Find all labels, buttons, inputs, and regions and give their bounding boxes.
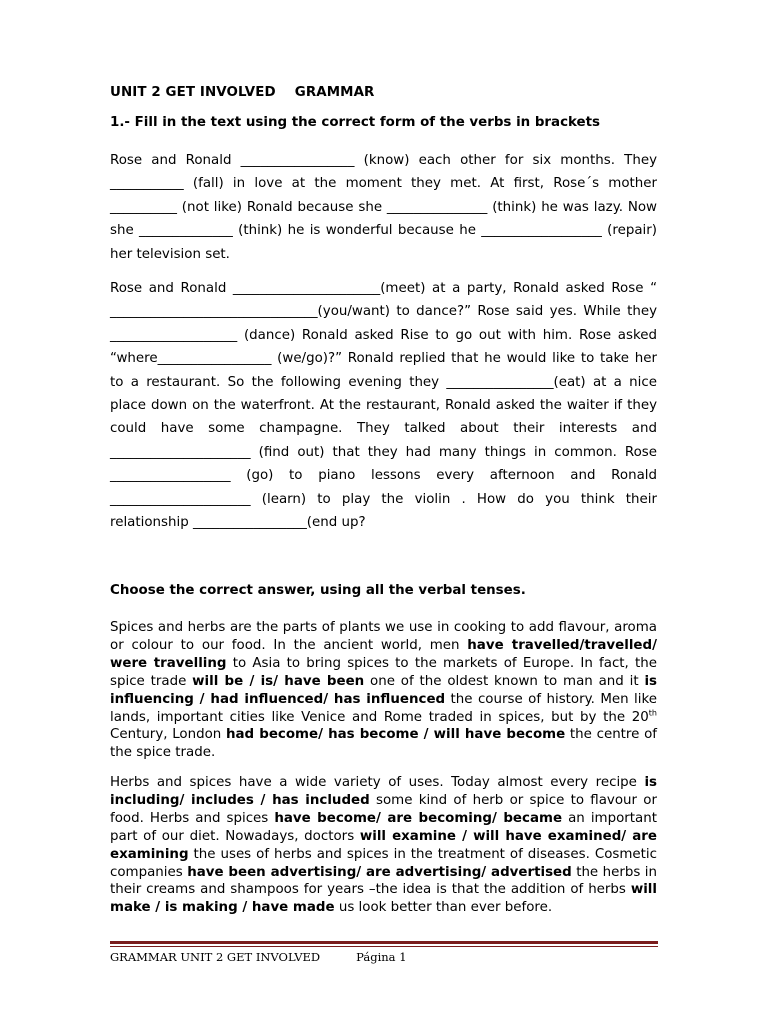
p4-option-2: have become/ are becoming/ became [274,810,563,826]
exercise2-instruction: Choose the correct answer, using all the verbal tenses. [110,583,526,598]
exercise2-paragraph2 [110,774,657,917]
p4-option-1: is including/ includes / has included [110,775,657,808]
exercise2-paragraph1 [110,619,657,762]
exercise1-instruction: 1.- Fill in the text using the correct form of the verbs in brackets [110,115,601,130]
p4-option-5: will make / is making / have made [110,882,657,916]
p3-text-6: the centre of the spice trade. [110,727,657,761]
footer-rule-thin [110,946,658,947]
p4-option-3: will examine / will have examined/ are examining [110,828,657,862]
section-title-text: GRAMMAR [294,85,375,100]
unit-title-text: UNIT 2 GET INVOLVED [110,85,276,100]
unit-title [110,85,374,100]
p3-text-4: the course of history. Men like lands, important cities like Venice and Rome traded in spices, but by the 20 [110,691,657,725]
p3-option-2: will be / is/ have been [192,673,365,689]
p3-text-1: Spices and herbs are the parts of plants we use in cooking to add flavour, aroma or colour to our food. In the ancient world, men [110,620,657,653]
page-number: Página 1 [356,950,407,964]
footer-text: GRAMMAR UNIT 2 GET INVOLVED [110,950,321,964]
p3-text-5: Century, London [110,727,226,743]
p4-text-6: us look better than ever before. [334,900,553,916]
p4-text-4: the uses of herbs and spices in the treatment of diseases. Cosmetic companies [110,846,657,880]
p3-option-3: is influencing / had influenced/ has influenced [110,673,657,707]
exercise1-paragraph2: Rose and Ronald ______________________(meet) at a party, Ronald asked Rose “ _______________________________(you/want) to dance?” Rose said yes. While they ___________________ (dance) Ronald asked Rise to go out with him. Rose asked “where_________________ (we/go)?” Ronald replied that he would like to take her to a restaurant. So the following evening they ________________(eat) at a nice place down on the waterfront. At the restaurant, Ronald asked the waiter if they could have some champagne. They talked about their interests and _____________________ (find out) that they had many things in common. Rose __________________ (go) to piano lessons every afternoon and Ronald _____________________ (learn) to play the violin . How do you think their relationship _________________(end up? [110,281,657,531]
p4-text-3: an important part of our diet. Nowadays, doctors [110,810,657,844]
page-footer [110,950,407,964]
p3-superscript: th [648,708,657,718]
footer-rule-thick [110,941,658,944]
exercise1-paragraph1: Rose and Ronald _________________ (know) each other for six months. They ___________ (fall) in love at the moment they met. At first, Rose´s mother __________ (not like) Ronald because she _______________ (think) he was lazy. Now she ______________ (think) he is wonderful because he __________________ (repair) her television set. [110,153,657,262]
p4-text-5: the herbs in their creams and shampoos for years –the idea is that the addition of herbs [110,864,657,898]
p3-text-2: to Asia to bring spices to the markets of Europe. In fact, the spice trade [110,655,657,689]
p3-text-3: one of the oldest known to man and it [364,673,645,689]
p3-option-1: have travelled/travelled/ were travelling [110,637,657,671]
p4-text-1: Herbs and spices have a wide variety of uses. Today almost every recipe [110,775,645,790]
p4-option-4: have been advertising/ are advertising/ advertised [187,864,572,880]
p3-option-4: had become/ has become / will have become [225,727,566,743]
p4-text-2: some kind of herb or spice to flavour or food. Herbs and spices [110,792,657,826]
